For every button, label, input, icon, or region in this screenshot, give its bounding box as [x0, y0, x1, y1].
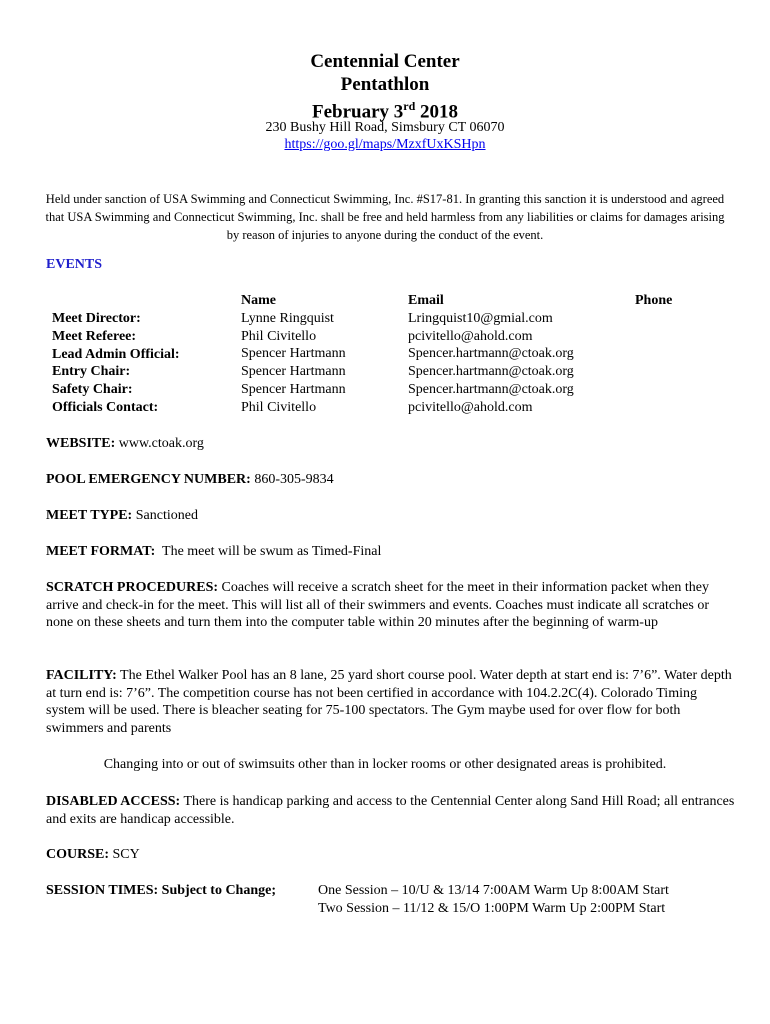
map-link-line — [0, 137, 770, 153]
sanction-statement: Held under sanction of USA Swimming and Connecticut Swimming, Inc. #S17-81. In granting this sanction it is understood and agreed that USA Swimming and Connecticut Swimming, Inc. shall be free and held harmless from any liabilities or claims for damages arising by reason of injuries to anyone during the conduct of the event. — [45, 192, 725, 242]
role-entry-chair: Entry Chair: — [52, 364, 131, 380]
session-times-list — [318, 882, 669, 918]
email-entry-chair: Spencer.hartmann@ctoak.org — [408, 364, 574, 380]
meet-address: 230 Bushy Hill Road, Simsbury CT 06070 — [265, 120, 505, 135]
website-label: WEBSITE: — [46, 436, 116, 451]
session-one: One Session – 10/U & 13/14 7:00AM Warm Up 8:00AM Start — [318, 883, 669, 898]
officials-roles-column — [52, 310, 180, 417]
disabled-access-label: DISABLED ACCESS: — [46, 794, 181, 809]
role-meet-director: Meet Director: — [52, 311, 141, 326]
name-column-header: Name — [241, 293, 276, 308]
scratch-procedures-label: SCRATCH PROCEDURES: — [46, 580, 219, 595]
role-safety-chair: Safety Chair: — [52, 382, 133, 398]
phone-column-header: Phone — [635, 293, 673, 308]
email-lead-admin: Spencer.hartmann@ctoak.org — [408, 346, 574, 362]
facility-paragraph — [46, 667, 736, 737]
session-two: Two Session – 11/12 & 15/O 1:00PM Warm Up 2:00PM Start — [318, 900, 666, 916]
course-label: COURSE: — [46, 847, 110, 862]
email-meet-director: Lringquist10@gmial.com — [408, 310, 553, 326]
meet-title-line2: Pentathlon — [340, 74, 430, 95]
scratch-procedures-paragraph — [46, 579, 736, 632]
meet-format-value: The meet will be swum as Timed-Final — [162, 544, 382, 559]
email-meet-referee: pcivitello@ahold.com — [408, 328, 533, 344]
name-meet-director: Lynne Ringquist — [241, 310, 334, 326]
pool-emergency-line — [46, 471, 736, 489]
events-heading: EVENTS — [46, 257, 103, 272]
scratch-procedures-text: Coaches will receive a scratch sheet for the meet in their information packet when they arrive and check-in for the meet. This will list all of their swimmers and events. Coaches must indicate all scratches or none on these sheets and turn them into the computer table within 20 minutes after the beginning of warm-up — [46, 580, 710, 631]
email-column-header: Email — [408, 293, 444, 308]
website-value: www.ctoak.org — [118, 436, 204, 451]
meet-format-line — [46, 543, 736, 561]
meet-type-line — [46, 507, 736, 525]
name-entry-chair: Spencer Hartmann — [241, 364, 346, 380]
meet-title-line1: Centennial Center — [310, 51, 460, 72]
meet-type-label: MEET TYPE: — [46, 508, 133, 523]
course-value: SCY — [112, 847, 140, 862]
name-safety-chair: Spencer Hartmann — [241, 381, 346, 397]
meet-type-value: Sanctioned — [135, 508, 198, 523]
meet-date-prefix: February 3 — [311, 101, 404, 123]
role-officials-contact: Officials Contact: — [52, 399, 159, 415]
map-link[interactable]: https://goo.gl/maps/MzxfUxKSHpn — [284, 137, 486, 152]
course-line — [46, 846, 736, 864]
meet-format-label: MEET FORMAT: — [46, 544, 156, 559]
name-officials-contact: Phil Civitello — [241, 399, 317, 415]
meet-date-suffix-sup: rd — [403, 99, 416, 113]
officials-names-column — [241, 292, 346, 417]
disabled-access-paragraph — [46, 793, 736, 828]
meet-date-year: 2018 — [415, 101, 459, 123]
name-lead-admin: Spencer Hartmann — [241, 346, 346, 362]
facility-label: FACILITY: — [46, 668, 117, 683]
changing-note: Changing into or out of swimsuits other than in locker rooms or other designated areas is prohibited. — [103, 757, 667, 772]
facility-text: The Ethel Walker Pool has an 8 lane, 25 yard short course pool. Water depth at start end is: 7’6”. Water depth at turn end is: 7’6”. The competition course has not been certified in accordance with 104.2.2C(4). Colorado Timing system will be used. There is bleacher seating for 75-100 spectators. The Gym maybe used for over flow for both swimmers and parents — [46, 668, 732, 736]
email-safety-chair: Spencer.hartmann@ctoak.org — [408, 381, 574, 397]
session-times-label: SESSION TIMES: Subject to Change; — [46, 883, 277, 898]
pool-emergency-label: POOL EMERGENCY NUMBER: — [46, 472, 251, 487]
disabled-access-text: There is handicap parking and access to the Centennial Center along Sand Hill Road; all entrances and exits are handicap accessible. — [46, 794, 735, 827]
role-lead-admin: Lead Admin Official: — [52, 346, 180, 362]
email-officials-contact: pcivitello@ahold.com — [408, 399, 533, 415]
role-meet-referee: Meet Referee: — [52, 328, 137, 344]
pool-emergency-value: 860-305-9834 — [254, 472, 334, 487]
officials-emails-column — [408, 292, 574, 417]
name-meet-referee: Phil Civitello — [241, 328, 317, 344]
website-line — [46, 435, 736, 453]
